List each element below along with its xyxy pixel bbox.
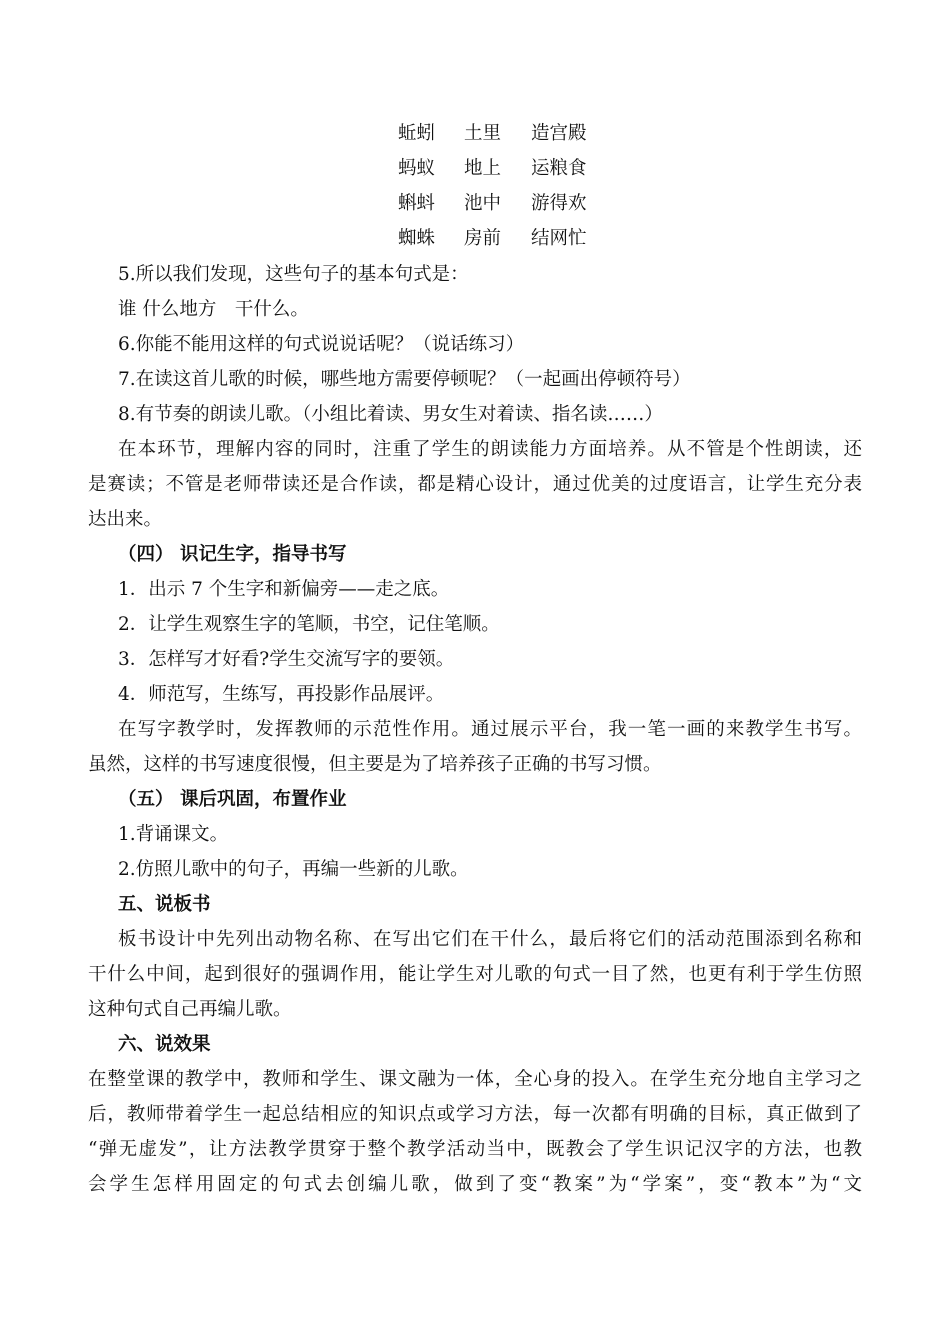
animal-place: 土里 (464, 123, 502, 144)
table-row (398, 157, 611, 181)
list-item: 4．师范写，生练写，再投影作品展评。 (118, 684, 445, 705)
table-row (398, 122, 611, 146)
paragraph-line: 在本环节，理解内容的同时，注重了学生的朗读能力方面培养。从不管是个性朗读，还 (118, 439, 862, 460)
section-heading: 五、说板书 (118, 894, 211, 915)
animal-place: 池中 (464, 193, 502, 214)
paragraph-line: 干什么中间，起到很好的强调作用，能让学生对儿歌的句式一目了然，也更有利于学生仿照 (88, 964, 862, 985)
paragraph-line: 这种句式自己再编儿歌。 (88, 999, 292, 1020)
list-item: 2．让学生观察生字的笔顺，书空，记住笔顺。 (118, 614, 500, 635)
list-item: 3．怎样写才好看?学生交流写字的要领。 (118, 649, 455, 670)
paragraph-line: “弹无虚发”，让方法教学贯穿于整个教学活动当中，既教会了学生识记汉字的方法，也教 (88, 1139, 862, 1160)
sentence-pattern: 谁 什么地方 干什么。 (118, 299, 309, 320)
paragraph-line: 达出来。 (88, 509, 163, 530)
paragraph-line: 板书设计中先列出动物名称、在写出它们在干什么，最后将它们的活动范围添到名称和 (118, 929, 862, 950)
paragraph-line: 后，教师带着学生一起总结相应的知识点或学习方法，每一次都有明确的目标，真正做到了 (88, 1104, 862, 1125)
list-item: 2.仿照儿歌中的句子，再编一些新的儿歌。 (118, 859, 469, 880)
table-row (398, 192, 611, 216)
list-item: 7.在读这首儿歌的时候，哪些地方需要停顿呢？（一起画出停顿符号） (118, 369, 691, 390)
animal-name: 蚯蚓 (398, 123, 436, 144)
animal-action: 游得欢 (531, 193, 587, 214)
animal-action: 造宫殿 (531, 123, 587, 144)
list-item: 5.所以我们发现，这些句子的基本句式是： (118, 264, 469, 285)
animal-action: 结网忙 (531, 228, 587, 249)
animal-place: 地上 (464, 158, 502, 179)
section-heading: （四） 识记生字，指导书写 (118, 544, 347, 565)
table-row (398, 227, 611, 251)
animal-place: 房前 (464, 228, 502, 249)
animal-name: 蚂蚁 (398, 158, 436, 179)
list-item: 6.你能不能用这样的句式说说话呢？（说话练习） (118, 334, 525, 355)
list-item: 1.背诵课文。 (118, 824, 229, 845)
section-heading: 六、说效果 (118, 1034, 211, 1055)
list-item: 1．出示 7 个生字和新偏旁——走之底。 (118, 579, 450, 600)
animal-name: 蜘蛛 (398, 228, 436, 249)
paragraph-line: 在写字教学时，发挥教师的示范性作用。通过展示平台，我一笔一画的来教学生书写。 (118, 719, 862, 740)
list-item: 8.有节奏的朗读儿歌。（小组比着读、男女生对着读、指名读……） (118, 404, 663, 425)
animal-name: 蝌蚪 (398, 193, 436, 214)
paragraph-line: 虽然，这样的书写速度很慢，但主要是为了培养孩子正确的书写习惯。 (88, 754, 662, 775)
section-heading: （五） 课后巩固，布置作业 (118, 789, 347, 810)
paragraph-line: 在整堂课的教学中，教师和学生、课文融为一体，全心身的投入。在学生充分地自主学习之 (88, 1069, 862, 1090)
paragraph-line: 是赛读；不管是老师带读还是合作读，都是精心设计，通过优美的过度语言，让学生充分表 (88, 474, 862, 495)
paragraph-line: 会学生怎样用固定的句式去创编儿歌，做到了变“教案”为“学案”，变“教本”为“文 (88, 1174, 862, 1195)
animal-action: 运粮食 (531, 158, 587, 179)
